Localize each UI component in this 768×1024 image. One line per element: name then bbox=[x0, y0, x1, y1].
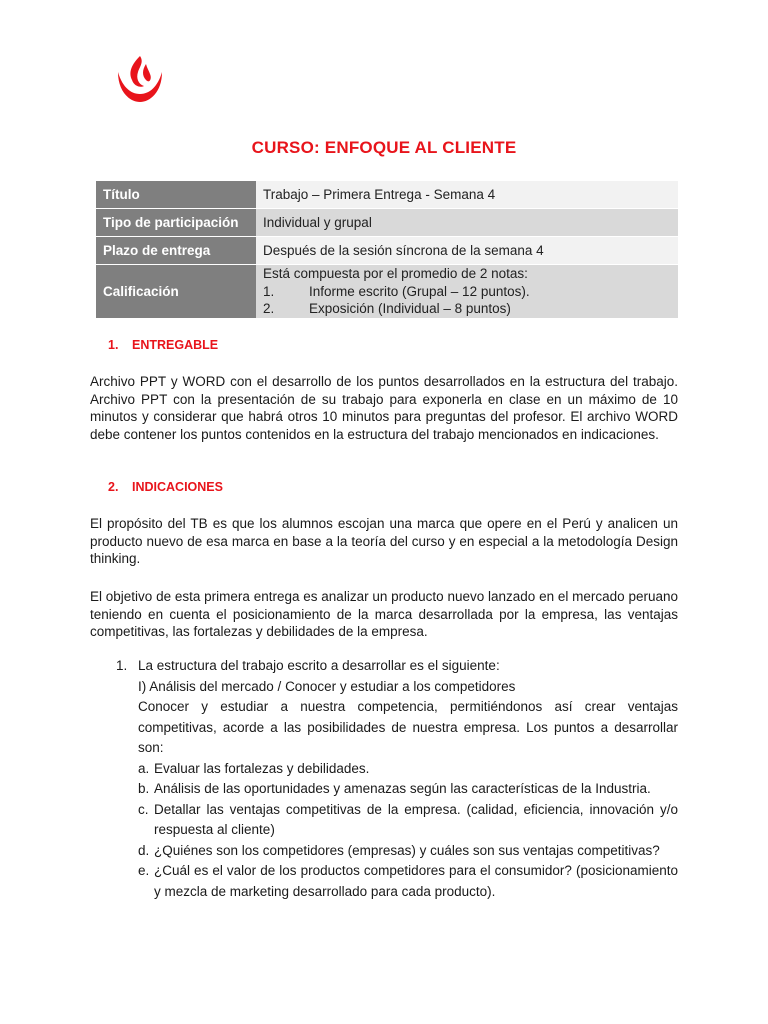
sub-item bbox=[138, 779, 678, 800]
entregable-paragraph: Archivo PPT y WORD con el desarrollo de los puntos desarrollados en la estructura del trabajo. Archivo PPT con la presentación de su trabajo para exponerla en clase en un máximo de 10 minutos y considerar que habrá otros 10 minutos para preguntas del profesor. El archivo WORD debe contener los puntos contenidos en la estructura del trabajo mencionados en indicaciones. bbox=[90, 374, 678, 442]
indicaciones-paragraph-2: El objetivo de esta primera entrega es analizar un producto nuevo lanzado en el mercado peruano teniendo en cuenta el posicionamiento de la marca desarrollada por la empresa, las ventajas competitivas, las fortalezas y debilidades de la empresa. bbox=[90, 589, 678, 639]
table-row bbox=[96, 237, 678, 265]
item-number: 2. bbox=[263, 301, 275, 317]
sub-text: Evaluar las fortalezas y debilidades. bbox=[154, 760, 370, 776]
calificacion-item bbox=[263, 283, 671, 301]
row-label: Título bbox=[96, 181, 256, 209]
document-title: CURSO: ENFOQUE AL CLIENTE bbox=[251, 138, 517, 157]
table-row bbox=[96, 209, 678, 237]
section-heading-indicaciones bbox=[108, 480, 223, 494]
list-number: 1. bbox=[116, 658, 128, 673]
row-value: Trabajo – Primera Entrega - Semana 4 bbox=[256, 181, 678, 209]
sub-text: ¿Cuál es el valor de los productos competidores para el consumidor? (posicionamiento y mezcla de marketing desarrollado para cada producto). bbox=[154, 863, 678, 899]
item-number: 1. bbox=[263, 283, 275, 299]
table-row bbox=[96, 265, 678, 319]
sub-text: Detallar las ventajas competitivas de la empresa. (calidad, eficiencia, innovación y/o respuesta al cliente) bbox=[154, 801, 678, 837]
calificacion-item bbox=[263, 300, 671, 318]
section-number: 2. bbox=[108, 480, 119, 494]
university-logo-icon bbox=[112, 50, 168, 106]
row-label: Tipo de participación bbox=[96, 209, 256, 237]
item-text: Exposición (Individual – 8 puntos) bbox=[309, 301, 511, 317]
list-paragraph: Conocer y estudiar a nuestra competencia, permitiéndonos así crear ventajas competitivas, acorde a las posibilidades de nuestra empresa. Los puntos a desarrollar son: bbox=[138, 699, 678, 755]
section-number: 1. bbox=[108, 338, 119, 352]
sub-text: Análisis de las oportunidades y amenazas según las características de la Industria. bbox=[154, 781, 651, 796]
row-value: Individual y grupal bbox=[256, 209, 678, 237]
sub-item bbox=[138, 759, 678, 780]
sub-letter: e. bbox=[138, 863, 150, 878]
row-value: Después de la sesión síncrona de la semana 4 bbox=[256, 237, 678, 265]
sub-item bbox=[138, 800, 678, 841]
sub-letter: a. bbox=[138, 760, 150, 776]
sub-letter: b. bbox=[138, 781, 150, 796]
list-item bbox=[116, 656, 678, 902]
sub-text: ¿Quiénes son los competidores (empresas) y cuáles son sus ventajas competitivas? bbox=[154, 842, 660, 858]
structure-list bbox=[116, 656, 678, 902]
sub-item bbox=[138, 861, 678, 902]
calificacion-intro: Está compuesta por el promedio de 2 notas: bbox=[263, 266, 528, 282]
row-value-calificacion bbox=[256, 265, 678, 319]
list-subheading: I) Análisis del mercado / Conocer y estudiar a los competidores bbox=[138, 678, 516, 694]
list-intro: La estructura del trabajo escrito a desarrollar es el siguiente: bbox=[138, 658, 500, 673]
list-item-body bbox=[138, 656, 678, 902]
section-title: INDICACIONES bbox=[132, 480, 223, 494]
sub-letter: d. bbox=[138, 842, 150, 858]
item-text: Informe escrito (Grupal – 12 puntos). bbox=[309, 283, 530, 299]
section-title: ENTREGABLE bbox=[132, 338, 219, 352]
sub-item bbox=[138, 841, 678, 862]
row-label: Plazo de entrega bbox=[96, 237, 256, 265]
indicaciones-paragraph-1: El propósito del TB es que los alumnos escojan una marca que opere en el Perú y analicen un producto nuevo de esa marca en base a la teoría del curso y en especial a la metodología Design thinking. bbox=[90, 516, 678, 566]
info-table bbox=[96, 181, 678, 319]
row-label: Calificación bbox=[96, 265, 256, 319]
section-heading-entregable bbox=[108, 338, 218, 352]
sub-letter: c. bbox=[138, 801, 149, 817]
table-row bbox=[96, 181, 678, 209]
